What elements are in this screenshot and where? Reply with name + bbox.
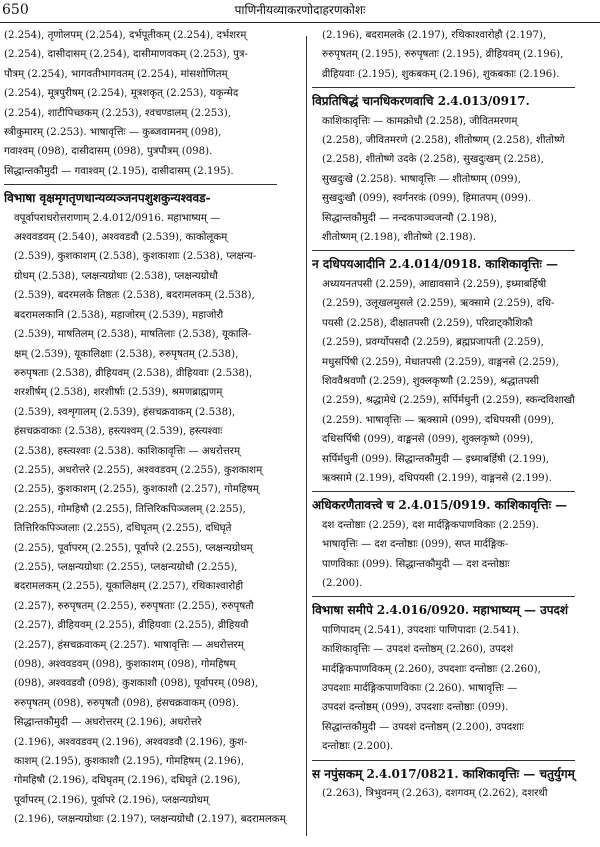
text-line: (2.255), गोमहिषौ (2.255), तित्तिरिकपिञ्जलम् (2.255), — [14, 503, 246, 515]
entry-separator — [312, 491, 575, 492]
text-line: (2.259), श्रद्धामेधे (2.259), सर्पिर्मधुनी (2.259), स्कन्दविशाखौ — [322, 395, 575, 407]
sutra-heading: स नपुंसकम् 2.4.017/0821. काशिकावृत्तिः — चतुर्युगम् — [312, 766, 575, 781]
text-line: गोमहिषौ (2.196), दधिघृतम् (2.196), दधिघृते (2.196), — [14, 775, 241, 787]
text-line: (2.255), अधरोत्तरे (2.255), अश्ववडवम् (2.255), कुशकाशम् — [14, 464, 263, 476]
text-line: सिद्धान्तकौमुदी — अधरोत्तरम् (2.196), अधरोत्तरे — [14, 717, 202, 729]
text-line: ऋक्सामे (2.199), दधिपयसी (2.199), वाङ्मनसे (2.199). — [322, 472, 552, 484]
text-line: (2.538), हस्त्यश्वाः (2.538). काशिकावृत्तिः — अधरोत्तरम् — [14, 445, 241, 457]
text-line: (2.196), अश्ववडवम् (2.196), अश्ववडवौ (2.196), कुश- — [14, 736, 248, 748]
entry-block — [312, 255, 598, 488]
page-number: 650 — [2, 2, 29, 18]
running-title: पाणिनीयव्याकरणोदाहरणकोशः — [234, 3, 366, 17]
text-line: बदरामलकम् (2.255), यूकालिक्षम् (2.257), रथिकाश्वारोही — [14, 581, 244, 593]
text-line: पयसी (2.258), दीक्षातपसी (2.259), परिव्राट्कौशिकौ — [322, 317, 533, 329]
entry-separator — [312, 250, 575, 251]
entry-separator — [4, 184, 277, 185]
text-line: सुखदुःखौ (099), स्वर्गनरकं (099), हिमातपम् (099). — [322, 193, 532, 205]
text-line: (098), अश्ववडवौ (098), कुशकाशौ (098), पूर्वापरम् (098), — [14, 678, 259, 690]
text-line: (2.196), प्लक्षन्यग्रोधाः (2.197), प्लक्षन्यग्रोधौ (2.197), बदरामलकम् — [14, 814, 286, 826]
entry-block — [312, 496, 598, 593]
text-line: क्षम् (2.539), यूकालिक्षाः (2.538), रुरुपृषतम् (2.538), — [14, 348, 239, 360]
right-column — [312, 26, 598, 847]
entry-block — [312, 92, 598, 247]
text-line: (2.539), माषतिलम् (2.538), माषतिलाः (2.538), यूकालि- — [14, 329, 252, 341]
sutra-heading: विभाषा समीपे 2.4.016/0920. महाभाष्यम् — उपदशं — [312, 603, 569, 618]
sutra-heading: न दधिपयआदीनि 2.4.014/0918. काशिकावृत्तिः — — [312, 257, 558, 272]
text-line: सिद्धान्तकौमुदी — गवाश्वम् (2.195), दासीदासम् (2.195). — [4, 165, 234, 177]
text-line: मार्दङ्गिकपाणविकम् (2.260), उपदशाः दन्तोष्ठाः (2.260), — [322, 663, 541, 675]
text-line: शिववैश्रवणौ (2.259), शुक्लकृष्णौ (2.259), श्रद्धातपसी — [322, 375, 540, 387]
text-line: काशम् (2.195), कुशकाशौ (2.195), गोमहिषम् (2.196), — [14, 756, 245, 768]
text-line: (2.257), हंसचक्रवाकम् (2.257). भाषावृत्तिः — अधरोत्तरम् — [14, 639, 244, 651]
text-line: पाणविकाः (099). सिद्धान्तकौमुदी — दश दन्तोष्ठाः — [322, 558, 510, 570]
column-divider — [306, 36, 307, 836]
entry-block — [4, 26, 301, 181]
text-line: सर्पिर्मधुनी (099). सिद्धान्तकौमुदी — इध्माबर्हिषी (2.199), — [322, 453, 550, 465]
text-line: (2.258), जीवितमरणे (2.258), शीतोष्णम् (2.258), शीतोष्णे — [322, 135, 565, 147]
entry-block — [312, 26, 598, 84]
page-header — [0, 0, 600, 23]
text-line: सिद्धान्तकौमुदी — नन्दकपाञ्चजन्यौ (2.198), — [322, 212, 498, 224]
text-line: (2.539), कुशकाशम् (2.538), कुशकाशाः (2.538), प्लक्षन्य- — [14, 251, 257, 263]
text-line: (2.539), श्वशृगालम् (2.539), हंसचक्रवाकम् (2.538), — [14, 406, 236, 418]
text-line: (2.259). भाषावृत्तिः — ऋक्सामे (099), दधिपयसी (099), — [322, 414, 555, 426]
text-line: पूर्वापरम् (2.196), पूर्वापरे (2.196), प्लक्षन्यग्रोधम् — [14, 794, 210, 806]
text-line: तित्तिरिकपिञ्जलाः (2.255), दधिघृतम् (2.255), दधिघृते — [14, 523, 232, 535]
text-line: उपदशाः मार्दङ्गिकपाणविकाः (2.260). भाषावृत्तिः — — [322, 683, 518, 694]
text-line: (2.255), प्लक्षन्यग्रोधाः (2.255), प्लक्षन्यग्रोधौ (2.255), — [14, 561, 238, 573]
text-line: अश्ववडवम् (2.540), अश्ववडवौ (2.539), काकोलूकम् — [14, 232, 228, 244]
sutra-heading: विभाषा वृक्षमृगतृणधान्यव्यञ्जनपशुशकुन्यश्ववड- — [4, 191, 211, 206]
text-line: रुरुपृषताः (2.538), व्रीहियवम् (2.538), व्रीहियवाः (2.538), — [14, 367, 253, 379]
text-line: काशिकावृत्तिः — उपदशं दन्तोष्ठम् (2.260), उपदशं — [322, 644, 514, 656]
text-line: बदरामलकानि (2.538), महाजोरम् (2.539), महाजोरौ — [14, 309, 224, 321]
text-line: (2.259), प्रवर्ग्योपसदौ (2.259), ब्रह्मप्रजापती (2.259), — [322, 337, 544, 349]
sutra-heading: अधिकरणैतावत्त्वे च 2.4.015/0919. काशिकावृत्तिः — — [312, 498, 568, 513]
text-line: मधुसर्पिषी (2.259), मेधातपसी (2.259), वाङ्मनसे (2.259), — [322, 356, 559, 368]
entry-separator — [312, 87, 575, 88]
text-line: (2.257), व्रीहियवम् (2.255), व्रीहियवाः (2.255), व्रीहियवौ — [14, 620, 249, 632]
left-column — [4, 26, 301, 847]
text-line: स्त्रीकुमारम् (2.253). भाषावृत्तिः — कुब्जवामनम् (098), — [4, 127, 222, 139]
text-line: (2.259), उलूखलमुसले (2.259), ऋक्सामे (2.259), दधि- — [322, 298, 555, 310]
text-line: हंसचक्रवाकाः (2.538), हस्त्यश्वम् (2.539), हस्त्यश्वाः — [14, 426, 223, 438]
text-line: दधिसर्पिषी (099), वाङ्मनसे (099), शुक्लकृष्णे (099), — [322, 434, 534, 446]
entry-separator — [312, 760, 575, 761]
text-line: (2.257), रुरुपृषतम् (2.255), रुरुपृषताः (2.255), रुरुपृषतौ — [14, 600, 254, 612]
text-line: रुरुपृषतम् (098), रुरुपृषतौ (098), हंसचक्रवाकम् (098). — [14, 697, 239, 709]
text-line: दन्तोष्ठाः (2.200). — [322, 741, 394, 753]
text-line: व्रीहियवाः (2.195), शुकबकम् (2.196), शुकबकाः (2.196). — [322, 68, 560, 80]
text-line: रुरुपृषतम् (2.195), रुरुपृषताः (2.195), व्रीहियवम् (2.196), — [322, 49, 564, 61]
text-line: पाणिपादम् (2.541), उपदशाः पाणिपादाः (2.541). — [322, 624, 520, 636]
text-line: (2.263), त्रिभुवनम् (2.263), दशगवम् (2.262), दशरथी — [322, 788, 548, 800]
text-line: शरशीर्षम् (2.538), शरशीर्षाः (2.539), श्रमणब्राह्मणम् — [14, 387, 223, 399]
text-line: काशिकावृत्तिः — कामक्रोधौ (2.258), जीवितमरणम् — [322, 115, 518, 127]
text-line: उपदशं दन्तोष्ठम् (099), उपदशाः दन्तोष्ठाः (099). — [322, 702, 509, 714]
text-line: भाषावृत्तिः — दश दन्तोष्ठाः (099), सप्त मार्दङ्गिक- — [322, 539, 509, 551]
text-line: (2.539), बदरमलके तिष्ठतः (2.538), बदरामलकम् (2.538), — [14, 290, 255, 302]
text-line: अध्ययनतपसी (2.259), आद्यावसाने (2.259), इध्माबर्हिषी — [322, 278, 547, 290]
text-line: सुखदुःखे (2.258). भाषावृत्तिः — शीतोष्णम् (099), — [322, 173, 521, 185]
text-line: दश दन्तोष्ठाः (2.259), दश मार्दङ्गिकपाणविकाः (2.259). — [322, 519, 539, 531]
text-line: गवाश्वम् (098), दासीदासम् (098), पुत्रपौत्रम् (098). — [4, 146, 213, 158]
text-line: (2.254), तृणोलपम् (2.254), दर्भपूतीकम् (2.254), दर्भशरम् — [4, 30, 247, 41]
text-line: (2.196), बदरामलके (2.197), रथिकाश्वारोहौ (2.197), — [322, 30, 547, 41]
text-line: सिद्धान्तकौमुदी — उपदशं दन्तोष्ठम् (2.200), उपदशाः — [322, 721, 524, 733]
text-line: पौत्रम् (2.254), भागवतीभागवतम् (2.254), मांसशोणितम् — [4, 68, 228, 80]
text-line: ग्रोधम् (2.538), प्लक्षन्यग्रोधाः (2.538), प्लक्षन्यग्रोधौ — [14, 270, 218, 282]
text-line: (2.254), दासीदासम् (2.254), दासीमाणवकम् (2.253), पुत्र- — [4, 49, 248, 61]
text-line: (2.254), मूत्रपुरीषम् (2.254), मूत्रशकृत् (2.253), यकृन्मेद — [4, 88, 239, 100]
text-line: शीतोष्णम् (2.198), शीतोष्णे (2.198). — [322, 232, 476, 244]
text-line: (2.254), शाटीपिच्छकम् (2.253), श्वचण्डालम् (2.253), — [4, 107, 231, 119]
text-line: (2.200). — [322, 577, 363, 589]
text-line: (098), अश्ववडवम् (098), कुशकाशम् (098), गोमहिषम् — [14, 659, 236, 670]
text-line: (2.255), पूर्वापरम् (2.255), पूर्वापरे (2.255), प्लक्षन्यग्रोधम् — [14, 542, 253, 554]
text-line: वपूर्वापराधरोत्तराणाम् 2.4.012/0916. महाभाष्यम् — — [14, 212, 221, 224]
entry-block — [312, 765, 598, 804]
text-line: (2.258), शीतोष्णे उदके (2.258), सुखदुःखम् (2.258), — [322, 154, 544, 166]
entry-separator — [312, 596, 575, 597]
entry-block — [312, 601, 598, 756]
sutra-heading: विप्रतिषिद्धं चानधिकरणवाचि 2.4.013/0917. — [312, 94, 530, 109]
entry-block — [4, 189, 301, 829]
text-line: (2.255), कुशकाशम् (2.255), कुशकाशौ (2.257), गोमहिषम् — [14, 484, 259, 496]
